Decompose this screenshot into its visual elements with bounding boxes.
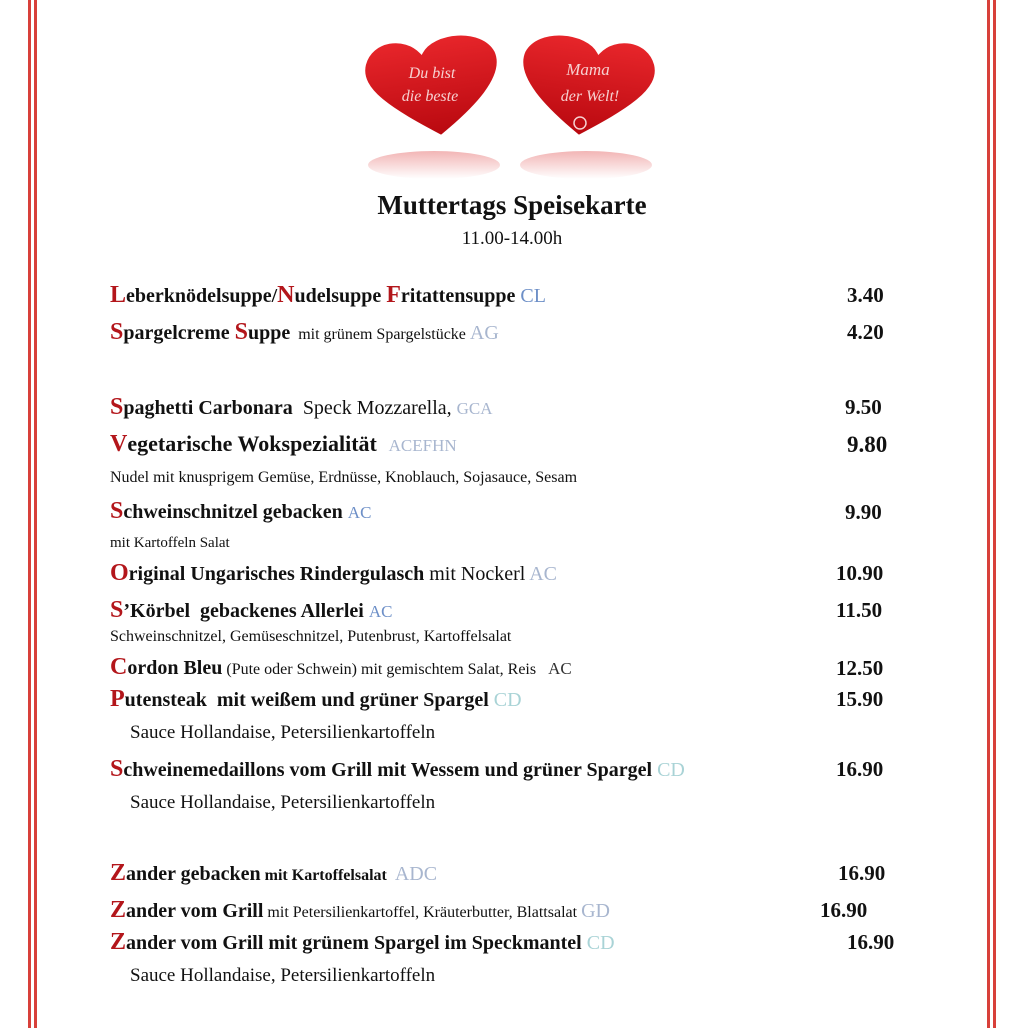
item-price: 12.50 — [836, 656, 884, 680]
item-price: 4.20 — [847, 320, 884, 344]
item-price: 10.90 — [836, 561, 884, 585]
menu-item: Vegetarische Wokspezialität ACEFHN — [110, 431, 457, 457]
item-description: Sauce Hollandaise, Petersilienkartoffeln — [130, 965, 436, 986]
menu-item: Cordon Bleu (Pute oder Schwein) mit gemischtem Salat, Reis AC — [110, 654, 572, 680]
menu-item: Schweinemedaillons vom Grill mit Wessem und grüner Spargel CD — [110, 756, 685, 782]
allergen-codes: ADC — [394, 863, 438, 885]
menu-title: Muttertags Speisekarte — [377, 190, 647, 220]
menu-item: Zander vom Grill mit Petersilienkartoffel, Kräuterbutter, Blattsalat GD — [110, 897, 610, 923]
svg-text:Mama: Mama — [566, 60, 610, 79]
allergen-codes: GD — [581, 900, 610, 922]
menu-item: Zander vom Grill mit grünem Spargel im Speckmantel CD — [110, 929, 615, 955]
allergen-codes: CD — [586, 932, 615, 954]
allergen-codes: AC — [347, 503, 372, 522]
item-price: 9.80 — [847, 432, 888, 457]
item-description: Schweinschnitzel, Gemüseschnitzel, Putenbrust, Kartoffelsalat — [110, 628, 512, 645]
svg-text:der Welt!: der Welt! — [560, 88, 620, 105]
heart-reflection — [520, 151, 652, 179]
allergen-codes: GCA — [456, 399, 493, 418]
item-description: mit Kartoffeln Salat — [110, 535, 230, 551]
item-description: Sauce Hollandaise, Petersilienkartoffeln — [130, 792, 436, 813]
allergen-codes: ACEFHN — [388, 436, 457, 455]
menu-item: Spaghetti Carbonara Speck Mozzarella, GCA — [110, 394, 493, 420]
allergen-codes: AC — [529, 563, 558, 585]
hearts-logo — [350, 25, 670, 185]
item-price: 15.90 — [836, 687, 884, 711]
right-border — [987, 0, 996, 1028]
menu-item: S’Körbel gebackenes Allerlei AC — [110, 597, 393, 623]
item-price: 16.90 — [847, 930, 895, 954]
menu-item: Putensteak mit weißem und grüner Spargel CD — [110, 686, 522, 712]
allergen-codes: CL — [520, 285, 546, 307]
menu-item: Original Ungarisches Rindergulasch mit Nockerl AC — [110, 560, 558, 586]
serving-hours: 11.00-14.00h — [461, 228, 563, 249]
allergen-codes: AC — [548, 659, 572, 678]
heart-right-icon — [512, 28, 660, 146]
item-price: 16.90 — [836, 757, 884, 781]
allergen-codes: CD — [657, 759, 685, 781]
item-price: 9.50 — [845, 395, 882, 419]
svg-text:die beste: die beste — [401, 88, 459, 105]
menu-item: Zander gebacken mit Kartoffelsalat ADC — [110, 860, 438, 886]
item-price: 9.90 — [845, 500, 882, 524]
heart-left-icon — [360, 28, 508, 146]
allergen-codes: AG — [469, 322, 499, 344]
menu-item: Leberknödelsuppe/Nudelsuppe Fritattensuppe CL — [110, 282, 546, 308]
menu-item: Spargelcreme Suppe mit grünem Spargelstücke AG — [110, 319, 499, 345]
item-price: 16.90 — [820, 898, 868, 922]
item-price: 3.40 — [847, 283, 884, 307]
item-description: Nudel mit knusprigem Gemüse, Erdnüsse, Knoblauch, Sojasauce, Sesam — [110, 469, 578, 486]
item-description: Sauce Hollandaise, Petersilienkartoffeln — [130, 722, 436, 743]
svg-text:Du bist: Du bist — [408, 65, 456, 82]
allergen-codes: CD — [493, 689, 522, 711]
allergen-codes: AC — [368, 602, 393, 621]
heart-reflection — [368, 151, 500, 179]
item-price: 11.50 — [836, 598, 883, 622]
item-price: 16.90 — [838, 861, 886, 885]
menu-item: Schweinschnitzel gebacken AC — [110, 498, 372, 524]
left-border — [28, 0, 37, 1028]
